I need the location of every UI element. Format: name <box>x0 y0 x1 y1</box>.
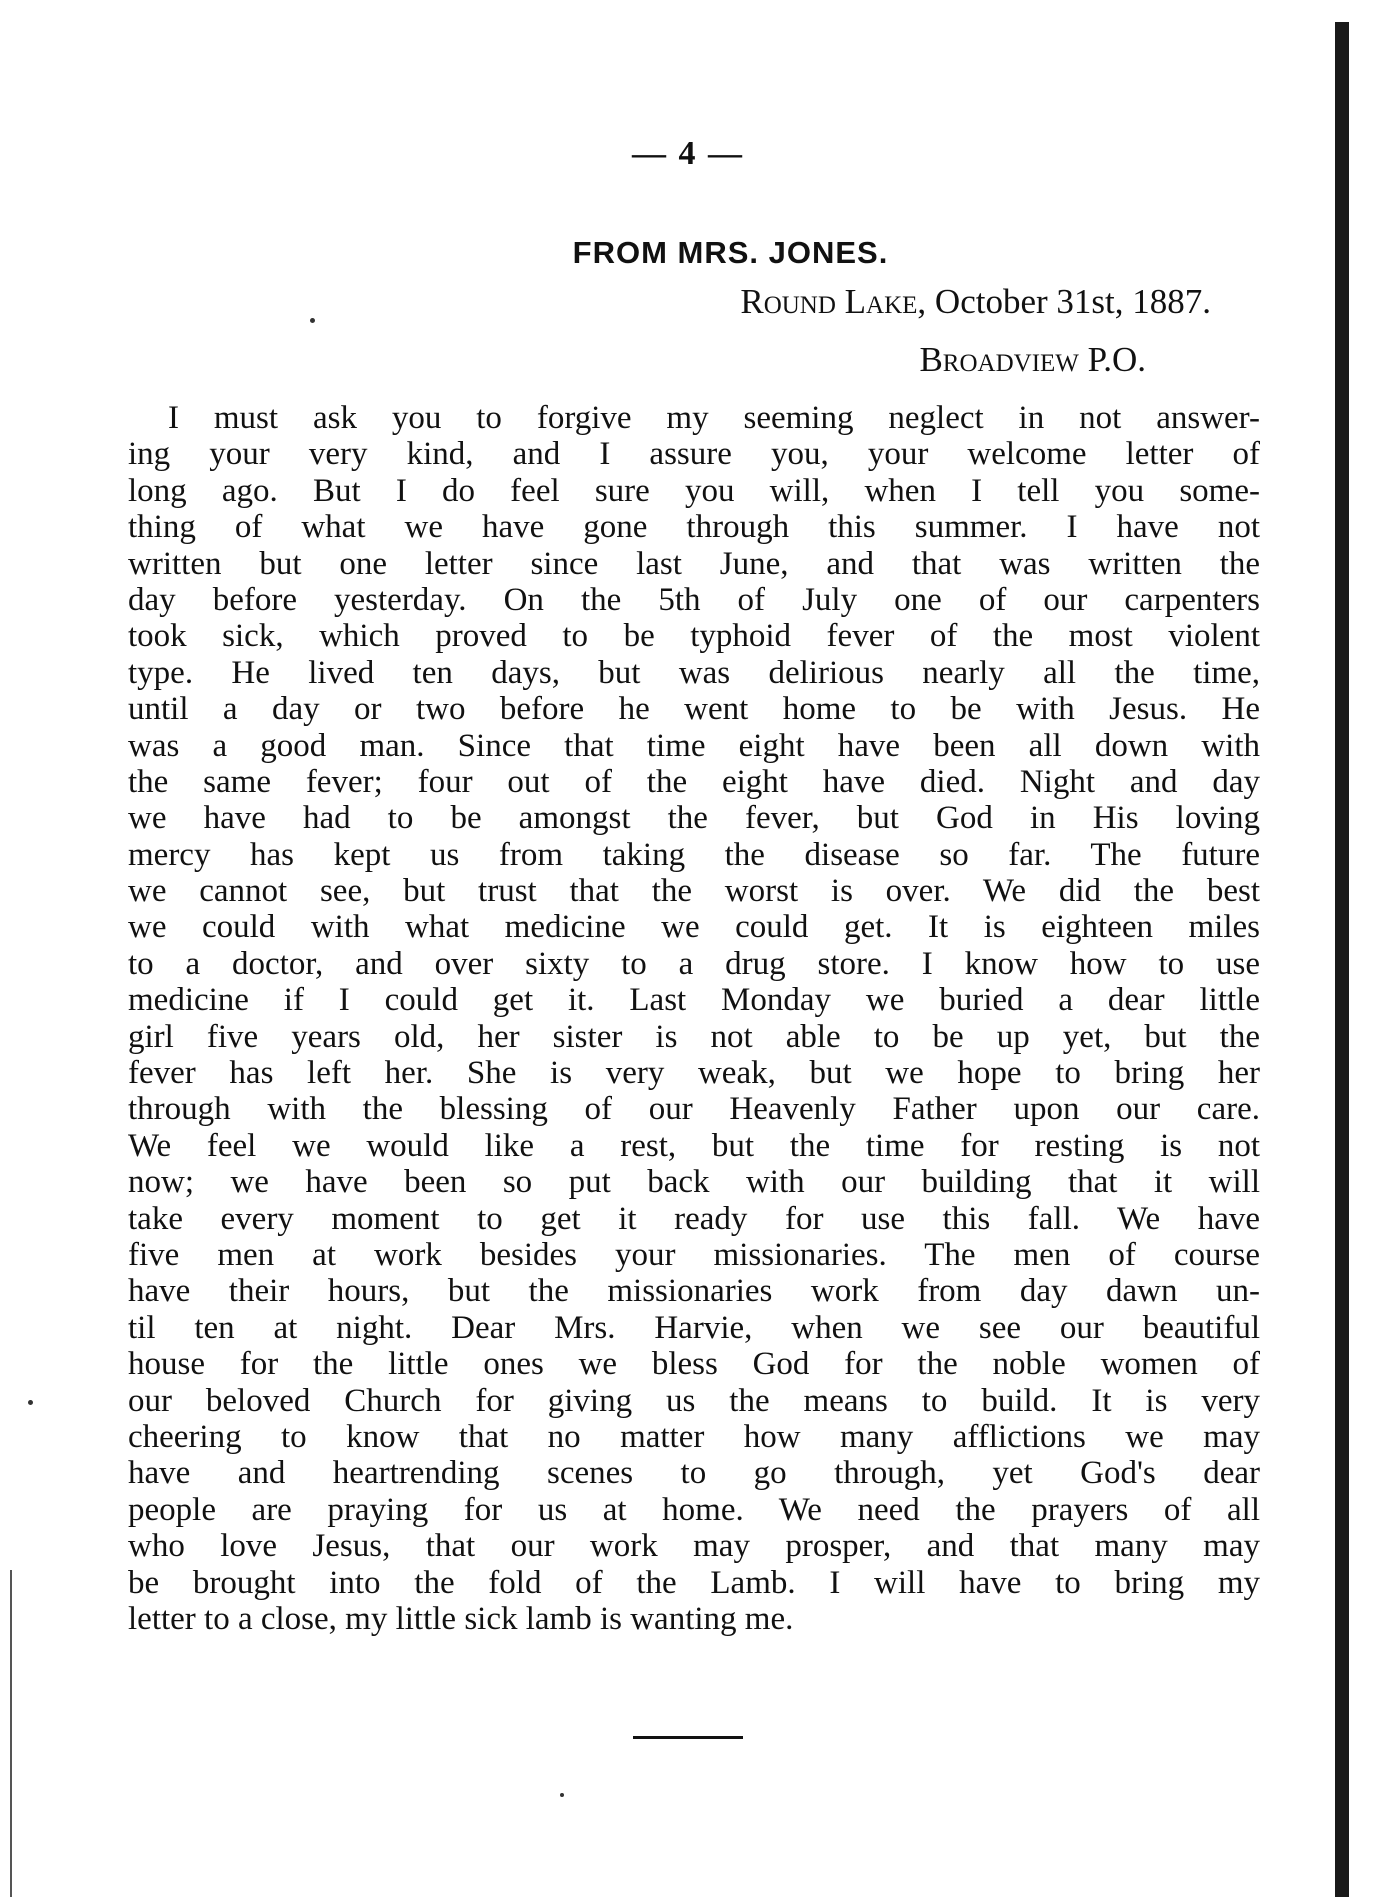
letter-heading: FROM MRS. JONES. <box>572 235 889 270</box>
body-line: type. He lived ten days, but was delirious nearly all the time, <box>128 654 1260 691</box>
body-line: we cannot see, but trust that the worst is over. We did the best <box>128 873 1260 910</box>
body-line: people are praying for us at home. We need the prayers of all <box>128 1491 1260 1528</box>
body-line: fever has left her. She is very weak, but we hope to bring her <box>128 1055 1260 1092</box>
dateline-place: Round Lake, <box>740 282 927 321</box>
body-line: be brought into the fold of the Lamb. I will have to bring my <box>128 1564 1260 1601</box>
print-speck <box>560 1793 564 1797</box>
body-line: until a day or two before he went home to be with Jesus. He <box>128 691 1260 728</box>
body-line: I must ask you to forgive my seeming neglect in not answer- <box>168 400 1260 436</box>
body-line: have their hours, but the missionaries work from day dawn un- <box>128 1273 1260 1310</box>
body-line: we have had to be amongst the fever, but God in His loving <box>128 800 1260 837</box>
body-line: took sick, which proved to be typhoid fever of the most violent <box>128 618 1260 655</box>
body-line: mercy has kept us from taking the disease so far. The future <box>128 836 1260 873</box>
print-speck <box>28 1400 33 1405</box>
body-line: now; we have been so put back with our building that it will <box>128 1164 1260 1201</box>
body-line: house for the little ones we bless God for the noble women of <box>128 1346 1260 1383</box>
body-line: medicine if I could get it. Last Monday we buried a dear little <box>128 982 1260 1019</box>
body-line: was a good man. Since that time eight have been all down with <box>128 727 1260 764</box>
body-line: through with the blessing of our Heavenly Father upon our care. <box>128 1091 1260 1128</box>
body-line: girl five years old, her sister is not able to be up yet, but the <box>128 1018 1260 1055</box>
body-line: the same fever; four out of the eight have died. Night and day <box>128 763 1260 800</box>
body-line: we could with what medicine we could get. It is eighteen miles <box>128 909 1260 946</box>
body-line: ing your very kind, and I assure you, your welcome letter of <box>128 436 1260 473</box>
body-line: long ago. But I do feel sure you will, when I tell you some- <box>128 472 1260 509</box>
body-line: day before yesterday. On the 5th of July one of our carpenters <box>128 581 1260 618</box>
body-line: who love Jesus, that our work may prosper, and that many may <box>128 1528 1260 1565</box>
body-line: take every moment to get it ready for use this fall. We have <box>128 1200 1260 1237</box>
page-number: — 4 — <box>632 135 744 172</box>
page-binding-edge <box>1335 22 1349 1897</box>
letter-body <box>128 400 1260 1637</box>
dateline-date: October 31st, 1887. <box>926 282 1211 321</box>
body-line: to a doctor, and over sixty to a drug store. I know how to use <box>128 945 1260 982</box>
body-line: written but one letter since last June, and that was written the <box>128 545 1260 582</box>
post-office: Broadview P.O. <box>919 340 1146 379</box>
body-line: thing of what we have gone through this summer. I have not <box>128 509 1260 546</box>
body-line: letter to a close, my little sick lamb is wanting me. <box>128 1600 794 1637</box>
closing-rule <box>633 1736 743 1739</box>
body-line: We feel we would like a rest, but the time for resting is not <box>128 1127 1260 1164</box>
body-line: our beloved Church for giving us the means to build. It is very <box>128 1382 1260 1419</box>
print-speck <box>310 318 315 323</box>
page-left-edge <box>10 1570 12 1897</box>
body-line: cheering to know that no matter how many afflictions we may <box>128 1418 1260 1455</box>
body-line: five men at work besides your missionaries. The men of course <box>128 1236 1260 1273</box>
body-line: til ten at night. Dear Mrs. Harvie, when we see our beautiful <box>128 1309 1260 1346</box>
dateline <box>740 282 1211 322</box>
body-line: have and heartrending scenes to go through, yet God's dear <box>128 1455 1260 1492</box>
